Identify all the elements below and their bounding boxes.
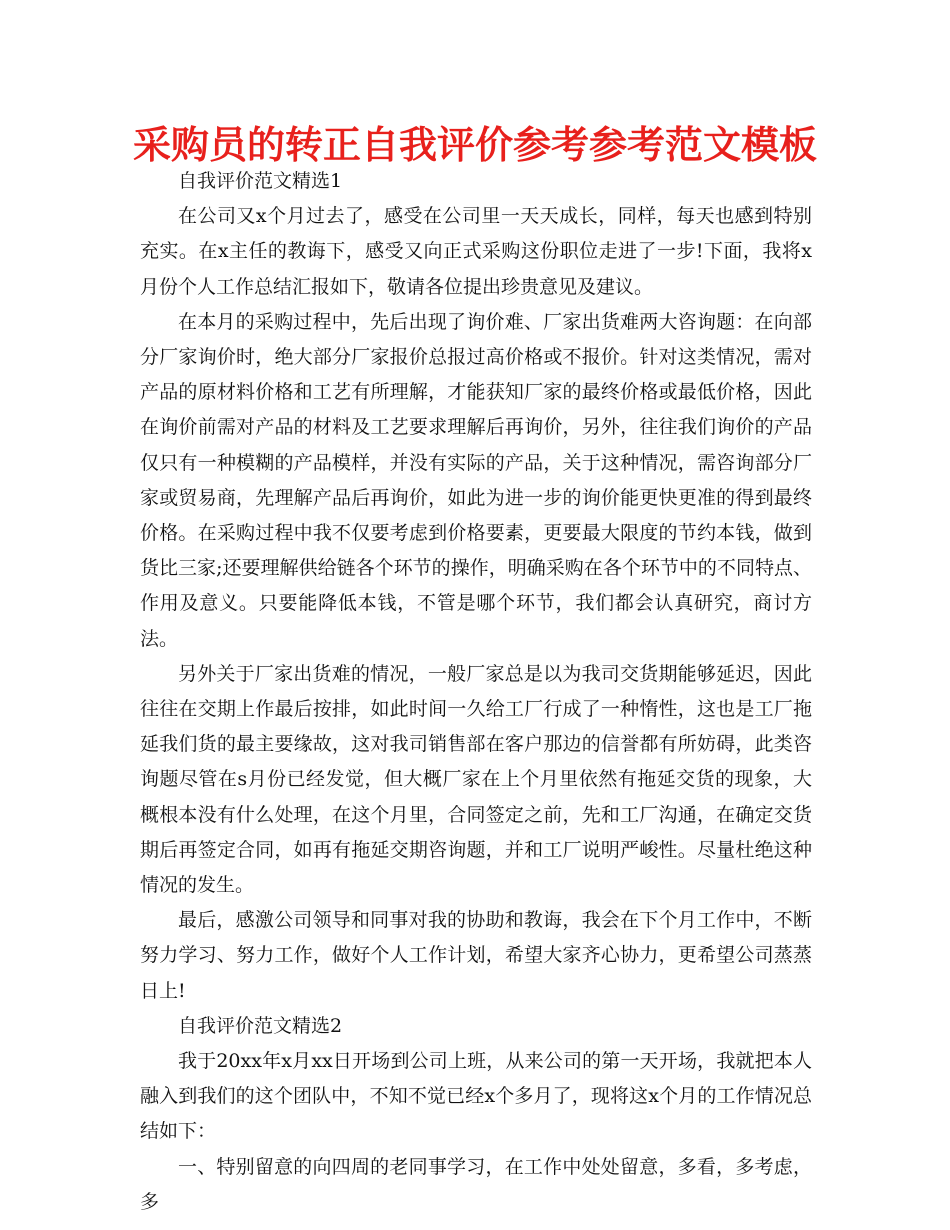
paragraph: 在本月的采购过程中，先后出现了询价难、厂家出货难两大咨询题：在向部分厂家询价时，绝大部分厂家报价总报过高价格或不报价。针对这类情况，需对产品的原材料价格和工艺有所理解，才能获知厂家的最终价格或最低价格，因此在询价前需对产品的材料及工艺要求理解后再询价，另外，往往我们询价的产品仅只有一种模糊的产品模样，并没有实际的产品，关于这种情况，需咨询部分厂家或贸易商，先理解产品后再询价，如此为进一步的询价能更快更准的得到最终价格。在采购过程中我不仅要考虑到价格要素，更要最大限度的节约本钱，做到货比三家;还要理解供给链各个环节的操作，明确采购在各个环节中的不同特点、作用及意义。只要能降低本钱，不管是哪个环节，我们都会认真研究，商讨方法。 [140, 310, 812, 650]
paragraph: 另外关于厂家出货难的情况，一般厂家总是以为我司交货期能够延迟，因此往往在交期上作最后按排，如此时间一久给工厂行成了一种惰性，这也是工厂拖延我们货的最主要缘故，这对我司销售部在客户那边的信誉都有所妨碍，此类咨询题尽管在s月份已经发觉，但大概厂家在上个月里依然有拖延交货的现象，大概根本没有什么处理，在这个月里，合同签定之前，先和工厂沟通，在确定交货期后再签定合同，如再有拖延交期咨询题，并和工厂说明严峻性。尽量杜绝这种情况的发生。 [140, 662, 812, 897]
section-heading-1: 自我评价范文精选1 [178, 170, 343, 192]
section-heading-2: 自我评价范文精选2 [178, 1014, 343, 1037]
paragraph: 一、特别留意的向四周的老同事学习，在工作中处处留意，多看，多考虑，多 [140, 1155, 812, 1213]
paragraph: 我于20xx年x月xx日开场到公司上班，从来公司的第一天开场，我就把本人融入到我们的这个团队中，不知不觉已经x个多月了，现将这x个月的工作情况总结如下： [140, 1050, 812, 1143]
document-body [140, 164, 812, 1220]
paragraph: 在公司又x个月过去了，感受在公司里一天天成长，同样，每天也感到特别充实。在x主任的教诲下，感受又向正式采购这份职位走进了一步!下面，我将x月份个人工作总结汇报如下，敬请各位提出珍贵意见及建议。 [140, 205, 812, 298]
document-title: 采购员的转正自我评价参考参考范文模板 [132, 123, 817, 167]
paragraph: 最后，感激公司领导和同事对我的协助和教诲，我会在下个月工作中，不断努力学习、努力工作，做好个人工作计划，希望大家齐心协力，更希望公司蒸蒸日上! [140, 909, 812, 1002]
